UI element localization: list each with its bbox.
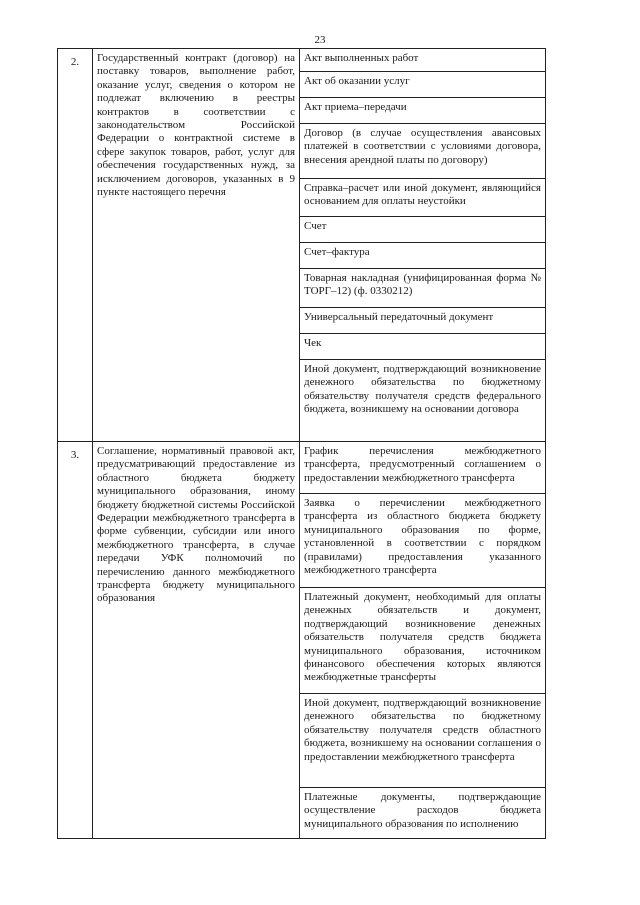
document-item: Акт приема–передачи: [300, 98, 545, 124]
document-item: Справка–расчет или иной документ, являющийся основанием для оплаты неустойки: [300, 179, 545, 217]
page-number: 23: [314, 34, 326, 46]
table-row: [58, 49, 546, 442]
document-item: Товарная накладная (унифицированная форма № ТОРГ–12) (ф. 0330212): [300, 269, 545, 308]
document-item: Акт об оказании услуг: [300, 72, 545, 98]
table-row: [58, 442, 546, 839]
document-item: Иной документ, подтверждающий возникновение денежного обязательства по бюджетному обязательству получателя средств областного бюджета, возникшему на основании соглашения о предоставлении межбюджетного трансферта: [300, 694, 545, 788]
documents-cell: [300, 49, 546, 442]
document-item: Платежные документы, подтверждающие осуществление расходов бюджета муниципального образования по исполнению: [304, 791, 541, 830]
row-description: Государственный контракт (договор) на поставку товаров, выполнение работ, оказание услуг, сведения о котором не подлежат включению в реестры контрактов в соответствии с законодательством Российской Федерации о контрактной системе в сфере закупок товаров, работ, услуг для обеспечения государственных нужд, за исключением договоров, указанных в 9 пункте настоящего перечня: [93, 49, 300, 442]
document-item: Чек: [300, 334, 545, 360]
document-item: Акт выполненных работ: [300, 49, 545, 72]
document-item: График перечисления межбюджетного трансферта, предусмотренный соглашением о предоставлении межбюджетного трансферта: [300, 442, 545, 494]
document-item: Договор (в случае осуществления авансовых платежей в соответствии с условиями договора, внесения арендной платы по договору): [300, 124, 545, 179]
document-item: Счет–фактура: [300, 243, 545, 269]
documents-table: [57, 48, 546, 839]
document-item: Платежный документ, необходимый для оплаты денежных обязательств и документ, подтверждающий возникновение денежных обязательств получателя средств бюджета муниципального образования, источником финансового обеспечения которых являются межбюджетные трансферты: [300, 588, 545, 694]
documents-cell: [300, 442, 546, 839]
row-number: 3.: [58, 442, 93, 839]
document-item: Заявка о перечислении межбюджетного трансферта из областного бюджета бюджету муниципального образования по форме, установленной в соответствии с порядком (правилами) предоставления указанного межбюджетного трансферта: [300, 494, 545, 588]
document-item: Универсальный передаточный документ: [300, 308, 545, 334]
document-item: Счет: [300, 217, 545, 243]
document-item: Иной документ, подтверждающий возникновение денежного обязательства по бюджетному обязательству получателя средств федерального бюджета, возникшему на основании договора: [304, 363, 541, 416]
row-description: Соглашение, нормативный правовой акт, предусматривающий предоставление из областного бюджета бюджету муниципального образования, иному бюджету бюджетной системы Российской Федерации межбюджетного трансферта в форме субвенции, субсидии или иного межбюджетного трансферта, в случае передачи УФК полномочий по перечислению данного межбюджетного трансферта бюджету муниципального образования: [93, 442, 300, 839]
row-number: 2.: [58, 49, 93, 442]
